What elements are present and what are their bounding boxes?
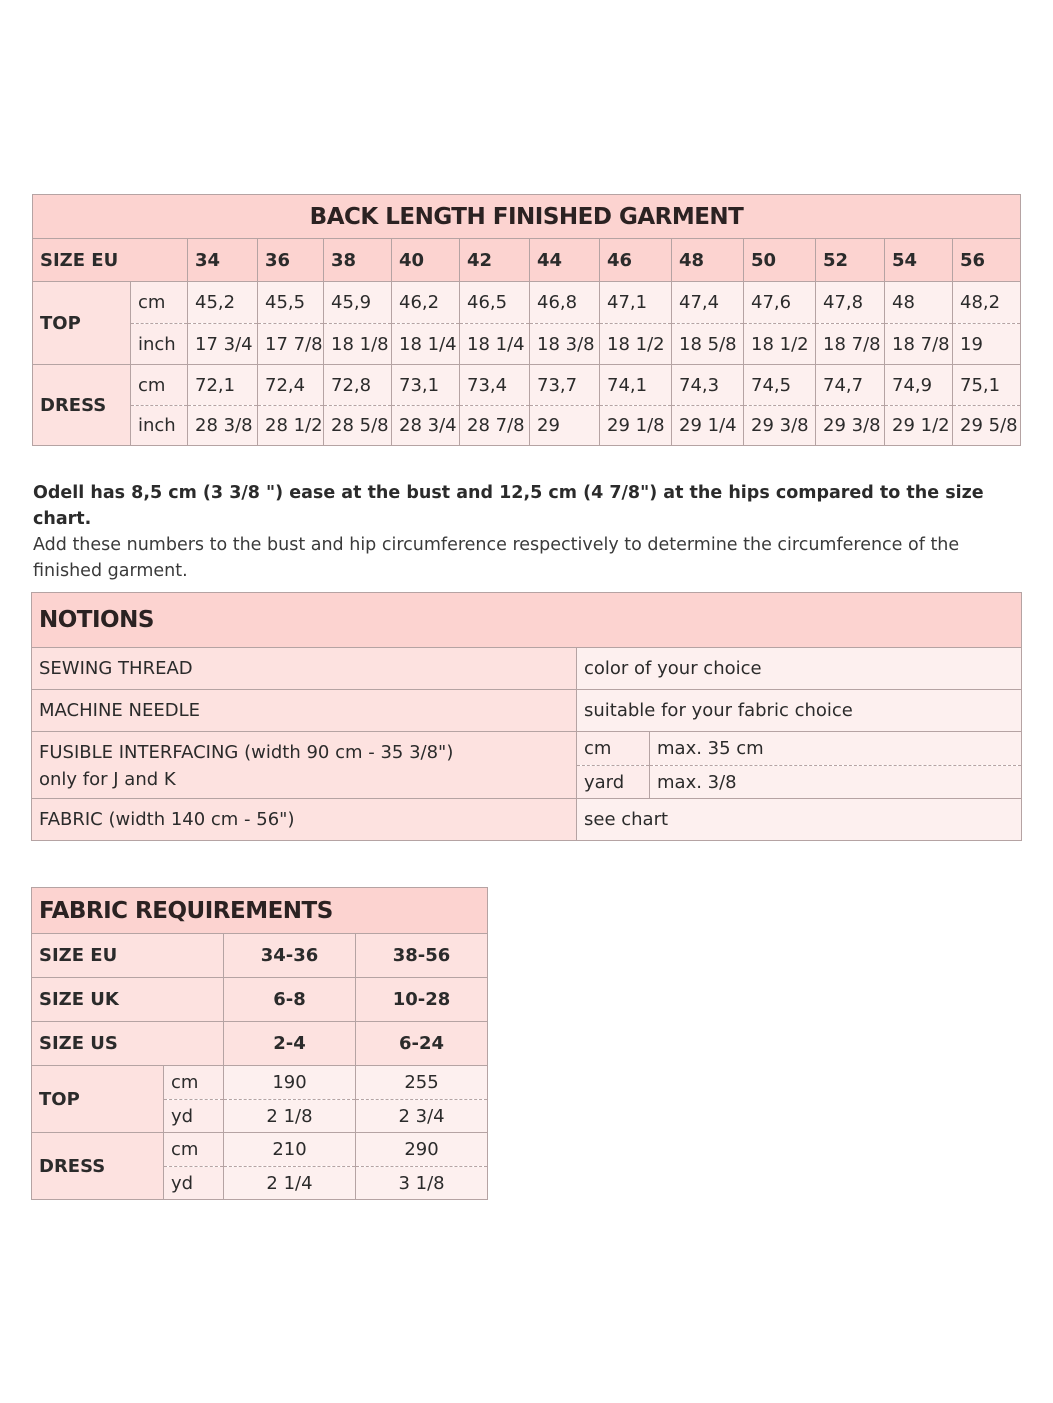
- table-row: [32, 799, 1022, 841]
- table-row: [33, 365, 1021, 406]
- group-label-dress: DRESS: [32, 1133, 164, 1200]
- group-label-top: TOP: [33, 282, 131, 365]
- ease-note: [33, 480, 1023, 584]
- notion-value: color of your choice: [577, 648, 1022, 690]
- table-row: [32, 648, 1022, 690]
- table-cell: 45,9: [324, 282, 392, 324]
- table-cell: 18 1/4: [392, 324, 460, 365]
- table-cell: 29 3/8: [816, 406, 885, 446]
- size-eu-label: SIZE EU: [32, 934, 224, 978]
- size-value: 2-4: [224, 1022, 356, 1066]
- notion-label: [32, 732, 577, 799]
- table-row: [32, 1066, 488, 1100]
- table-cell: 18 7/8: [885, 324, 953, 365]
- table-cell: 72,1: [188, 365, 258, 406]
- table-cell: 255: [356, 1066, 488, 1100]
- size-header: 52: [816, 239, 885, 282]
- back-length-title: BACK LENGTH FINISHED GARMENT: [33, 195, 1021, 239]
- table-cell: 210: [224, 1133, 356, 1167]
- table-cell: 18 1/2: [744, 324, 816, 365]
- table-cell: 18 7/8: [816, 324, 885, 365]
- table-cell: 17 3/4: [188, 324, 258, 365]
- unit-label: cm: [164, 1133, 224, 1167]
- table-cell: 18 1/4: [460, 324, 530, 365]
- table-cell: 190: [224, 1066, 356, 1100]
- notion-label: SEWING THREAD: [32, 648, 577, 690]
- notion-label: FABRIC (width 140 cm - 56"): [32, 799, 577, 841]
- group-label-top: TOP: [32, 1066, 164, 1133]
- ease-note-bold: Odell has 8,5 cm (3 3/8 ") ease at the bust and 12,5 cm (4 7/8") at the hips compared to the size chart.: [33, 483, 984, 529]
- unit-label: cm: [131, 365, 188, 406]
- table-cell: 29 5/8: [953, 406, 1021, 446]
- table-cell: 47,8: [816, 282, 885, 324]
- table-row: [32, 690, 1022, 732]
- table-cell: 75,1: [953, 365, 1021, 406]
- table-cell: 18 5/8: [672, 324, 744, 365]
- size-header: 38: [324, 239, 392, 282]
- size-value: 6-24: [356, 1022, 488, 1066]
- unit-label: yard: [577, 766, 650, 799]
- size-eu-label: SIZE EU: [33, 239, 188, 282]
- table-cell: 45,2: [188, 282, 258, 324]
- table-row: [33, 282, 1021, 324]
- table-cell: 29: [530, 406, 600, 446]
- notion-label: MACHINE NEEDLE: [32, 690, 577, 732]
- table-cell: 46,2: [392, 282, 460, 324]
- back-length-size-row: [33, 239, 1021, 282]
- size-uk-label: SIZE UK: [32, 978, 224, 1022]
- notion-value: max. 35 cm: [650, 732, 1022, 766]
- unit-label: yd: [164, 1167, 224, 1200]
- size-header: 50: [744, 239, 816, 282]
- ease-note-text: Add these numbers to the bust and hip circumference respectively to determine the circumference of the finished garment.: [33, 535, 960, 581]
- table-cell: 73,4: [460, 365, 530, 406]
- table-cell: 73,1: [392, 365, 460, 406]
- table-cell: 47,1: [600, 282, 672, 324]
- table-row: [33, 324, 1021, 365]
- table-cell: 28 3/4: [392, 406, 460, 446]
- size-header: 40: [392, 239, 460, 282]
- fabric-requirements-table: [31, 887, 488, 1200]
- size-header: 48: [672, 239, 744, 282]
- size-header: 56: [953, 239, 1021, 282]
- size-header: 34: [188, 239, 258, 282]
- notion-value: see chart: [577, 799, 1022, 841]
- table-cell: 18 1/2: [600, 324, 672, 365]
- interfacing-label-line1: FUSIBLE INTERFACING (width 90 cm - 35 3/8"): [39, 742, 454, 763]
- table-cell: 46,8: [530, 282, 600, 324]
- table-cell: 74,5: [744, 365, 816, 406]
- table-cell: 29 3/8: [744, 406, 816, 446]
- table-cell: 2 1/8: [224, 1100, 356, 1133]
- table-cell: 28 7/8: [460, 406, 530, 446]
- unit-label: inch: [131, 406, 188, 446]
- table-cell: 48: [885, 282, 953, 324]
- size-us-label: SIZE US: [32, 1022, 224, 1066]
- size-value: 10-28: [356, 978, 488, 1022]
- table-cell: 29 1/4: [672, 406, 744, 446]
- table-cell: 74,3: [672, 365, 744, 406]
- unit-label: cm: [577, 732, 650, 766]
- table-cell: 47,4: [672, 282, 744, 324]
- table-cell: 72,4: [258, 365, 324, 406]
- fabric-requirements-title: FABRIC REQUIREMENTS: [32, 888, 488, 934]
- size-header: 44: [530, 239, 600, 282]
- interfacing-label-line2: only for J and K: [39, 769, 176, 790]
- table-cell: 74,9: [885, 365, 953, 406]
- table-cell: 17 7/8: [258, 324, 324, 365]
- unit-label: inch: [131, 324, 188, 365]
- size-value: 38-56: [356, 934, 488, 978]
- size-header: 46: [600, 239, 672, 282]
- notion-value: max. 3/8: [650, 766, 1022, 799]
- table-cell: 2 3/4: [356, 1100, 488, 1133]
- group-label-dress: DRESS: [33, 365, 131, 446]
- table-cell: 72,8: [324, 365, 392, 406]
- size-value: 34-36: [224, 934, 356, 978]
- size-header: 42: [460, 239, 530, 282]
- notions-title: NOTIONS: [32, 593, 1022, 648]
- table-cell: 290: [356, 1133, 488, 1167]
- table-row: [32, 978, 488, 1022]
- table-cell: 74,7: [816, 365, 885, 406]
- table-cell: 73,7: [530, 365, 600, 406]
- table-cell: 48,2: [953, 282, 1021, 324]
- notion-value: suitable for your fabric choice: [577, 690, 1022, 732]
- table-cell: 18 3/8: [530, 324, 600, 365]
- size-header: 36: [258, 239, 324, 282]
- table-row: [33, 406, 1021, 446]
- back-length-table: [32, 194, 1021, 446]
- table-cell: 47,6: [744, 282, 816, 324]
- table-row: [32, 1022, 488, 1066]
- size-value: 6-8: [224, 978, 356, 1022]
- table-cell: 45,5: [258, 282, 324, 324]
- notions-table: [31, 592, 1022, 841]
- table-cell: 29 1/8: [600, 406, 672, 446]
- table-cell: 46,5: [460, 282, 530, 324]
- table-cell: 28 5/8: [324, 406, 392, 446]
- table-cell: 3 1/8: [356, 1167, 488, 1200]
- table-cell: 2 1/4: [224, 1167, 356, 1200]
- table-cell: 18 1/8: [324, 324, 392, 365]
- table-cell: 74,1: [600, 365, 672, 406]
- table-cell: 29 1/2: [885, 406, 953, 446]
- table-cell: 28 1/2: [258, 406, 324, 446]
- table-row: [32, 934, 488, 978]
- unit-label: cm: [164, 1066, 224, 1100]
- unit-label: cm: [131, 282, 188, 324]
- table-cell: 19: [953, 324, 1021, 365]
- table-row: [32, 732, 1022, 766]
- table-row: [32, 1133, 488, 1167]
- table-cell: 28 3/8: [188, 406, 258, 446]
- size-header: 54: [885, 239, 953, 282]
- unit-label: yd: [164, 1100, 224, 1133]
